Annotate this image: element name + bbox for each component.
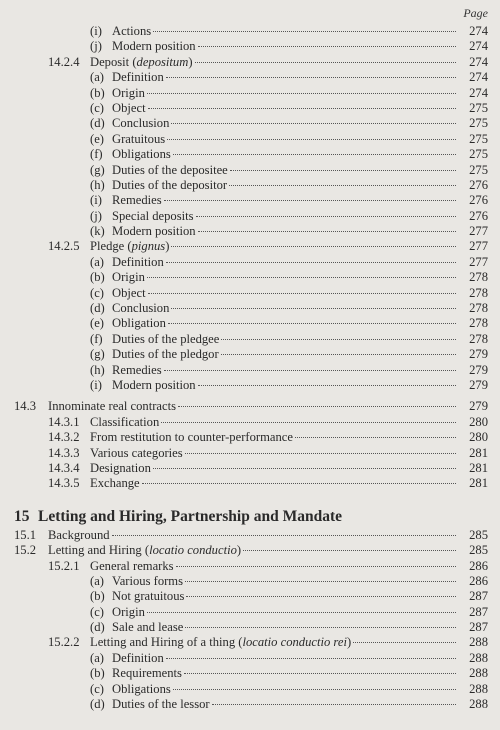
toc-entry[interactable] (0, 24, 500, 39)
entry-title: Pledge (pignus) (90, 239, 170, 254)
entry-title: Origin (112, 85, 145, 100)
entry-title: Innominate real contracts (48, 399, 176, 414)
page-number: 288 (469, 666, 488, 681)
entry-title: Letting and Hiring of a thing (locatio conductio rei) (90, 635, 352, 650)
toc-entry[interactable] (0, 101, 500, 116)
entry-number: (c) (90, 681, 104, 696)
page-number: 281 (469, 445, 488, 460)
toc-entry[interactable] (0, 682, 500, 697)
chapter-heading (0, 506, 500, 528)
toc-entry[interactable] (0, 332, 500, 347)
page-number: 287 (469, 620, 488, 635)
page-number: 286 (469, 558, 488, 573)
entry-title: Special deposits (112, 208, 194, 223)
dot-leader (198, 385, 456, 386)
entry-title: Origin (112, 604, 145, 619)
page-number: 280 (469, 414, 488, 429)
entry-title: Definition (112, 650, 164, 665)
entry-number: 14.2.5 (48, 239, 80, 254)
dot-leader (112, 535, 456, 536)
toc-entry[interactable] (0, 543, 500, 558)
dot-leader (171, 246, 456, 247)
toc-entry[interactable] (0, 163, 500, 178)
entry-title: Letting and Hiring (locatio conductio) (48, 543, 242, 558)
dot-leader (353, 642, 456, 643)
page-column-label: Page (463, 6, 488, 20)
page-number: 274 (469, 70, 488, 85)
toc-entry[interactable] (0, 116, 500, 131)
entry-title: Background (48, 527, 110, 542)
toc-entry[interactable] (0, 651, 500, 666)
chapter-number: 15 (14, 507, 30, 525)
dot-leader (147, 93, 456, 94)
entry-number: (a) (90, 573, 104, 588)
toc-entry[interactable] (0, 697, 500, 712)
entry-title: Duties of the pledgor (112, 347, 219, 362)
page-number: 275 (469, 162, 488, 177)
toc-entry[interactable] (0, 209, 500, 224)
entry-number: (b) (90, 270, 105, 285)
dot-leader (168, 323, 456, 324)
toc-entry[interactable] (0, 589, 500, 604)
toc-block-innominate (0, 399, 500, 491)
entry-title: Modern position (112, 224, 196, 239)
entry-number: (g) (90, 162, 105, 177)
toc-entry[interactable] (0, 270, 500, 285)
dot-leader (147, 612, 456, 613)
dot-leader (185, 453, 456, 454)
page-number: 274 (469, 24, 488, 38)
dot-leader (166, 77, 456, 78)
toc-entry[interactable] (0, 363, 500, 378)
toc-entry[interactable] (0, 476, 500, 491)
entry-number: (d) (90, 697, 105, 712)
toc-block-deposit-pledge (0, 24, 500, 393)
entry-title: Gratuitous (112, 131, 166, 146)
toc-entry[interactable] (0, 239, 500, 254)
page-number: 279 (469, 377, 488, 392)
chapter-title: Letting and Hiring, Partnership and Mandate (38, 507, 342, 525)
dot-leader (230, 170, 456, 171)
dot-leader (184, 673, 456, 674)
page-number: 279 (469, 362, 488, 377)
entry-number: 14.3.1 (48, 414, 80, 429)
entry-number: (c) (90, 100, 104, 115)
entry-number: (j) (90, 208, 102, 223)
toc-entry[interactable] (0, 147, 500, 162)
entry-title: Conclusion (112, 301, 170, 316)
dot-leader (161, 422, 456, 423)
toc-entry[interactable] (0, 415, 500, 430)
toc-entry[interactable] (0, 316, 500, 331)
dot-leader (171, 123, 456, 124)
toc-entry[interactable] (0, 446, 500, 461)
page-number: 274 (469, 39, 488, 54)
dot-leader (147, 277, 456, 278)
entry-number: (j) (90, 39, 102, 54)
dot-leader (164, 370, 456, 371)
dot-leader (176, 566, 456, 567)
dot-leader (173, 154, 456, 155)
entry-number: (i) (90, 193, 102, 208)
toc-entry[interactable] (0, 301, 500, 316)
dot-leader (166, 658, 456, 659)
entry-title: Definition (112, 254, 164, 269)
entry-number: (c) (90, 604, 104, 619)
page-number: 275 (469, 116, 488, 131)
page-number: 277 (469, 239, 488, 254)
entry-title: Origin (112, 270, 145, 285)
toc-entry[interactable] (0, 255, 500, 270)
page-number: 279 (469, 399, 488, 414)
page-number: 287 (469, 589, 488, 604)
entry-title: Obligations (112, 681, 171, 696)
entry-number: (f) (90, 331, 103, 346)
page-number: 278 (469, 331, 488, 346)
entry-number: 14.3.4 (48, 460, 80, 475)
dot-leader (195, 62, 456, 63)
entry-number: 15.2.1 (48, 558, 80, 573)
toc-entry[interactable] (0, 224, 500, 239)
page-number: 275 (469, 100, 488, 115)
toc-entry[interactable] (0, 178, 500, 193)
entry-title: Not gratuitous (112, 589, 185, 604)
page-number: 280 (469, 430, 488, 445)
entry-title: Obligations (112, 147, 171, 162)
dot-leader (186, 596, 456, 597)
entry-number: (f) (90, 147, 103, 162)
entry-title: Deposit (depositum) (90, 54, 193, 69)
entry-number: (d) (90, 116, 105, 131)
toc-entry[interactable] (0, 635, 500, 650)
page-number: 274 (469, 85, 488, 100)
entry-number: (i) (90, 377, 102, 392)
page-number: 281 (469, 476, 488, 491)
toc-entry[interactable] (0, 193, 500, 208)
toc-entry[interactable] (0, 461, 500, 476)
entry-number: 15.1 (14, 527, 37, 542)
dot-leader (167, 139, 456, 140)
page-number: 285 (469, 543, 488, 558)
page-number: 278 (469, 316, 488, 331)
page-number: 278 (469, 285, 488, 300)
dot-leader (148, 293, 456, 294)
dot-leader (212, 704, 456, 705)
toc-entry[interactable] (0, 86, 500, 101)
entry-title: Various forms (112, 573, 184, 588)
dot-leader (198, 231, 456, 232)
dot-leader (196, 216, 457, 217)
entry-number: (h) (90, 177, 105, 192)
page-number: 279 (469, 347, 488, 362)
dot-leader (173, 689, 456, 690)
page-number: 277 (469, 224, 488, 239)
entry-number: 15.2 (14, 543, 37, 558)
page-number: 276 (469, 193, 488, 208)
entry-number: 14.3.2 (48, 430, 80, 445)
toc-entry[interactable] (0, 39, 500, 54)
page-number: 288 (469, 650, 488, 665)
toc-entry[interactable] (0, 347, 500, 362)
dot-leader (185, 581, 456, 582)
toc-entry[interactable] (0, 70, 500, 85)
toc-entry[interactable] (0, 605, 500, 620)
page-number: 288 (469, 697, 488, 712)
toc-entry[interactable] (0, 132, 500, 147)
dot-leader (164, 200, 456, 201)
entry-title: Designation (90, 460, 151, 475)
page-number: 278 (469, 301, 488, 316)
page-number: 277 (469, 254, 488, 269)
entry-number: 14.3.5 (48, 476, 80, 491)
entry-number: (e) (90, 131, 104, 146)
page-number: 274 (469, 54, 488, 69)
page-number: 288 (469, 635, 488, 650)
toc-entry[interactable] (0, 430, 500, 445)
entry-title: Exchange (90, 476, 140, 491)
entry-number: (g) (90, 347, 105, 362)
toc-entry[interactable] (0, 378, 500, 393)
entry-title: Object (112, 285, 146, 300)
dot-leader (295, 437, 456, 438)
toc-entry[interactable] (0, 528, 500, 543)
entry-title: Modern position (112, 39, 196, 54)
entry-number: (k) (90, 224, 105, 239)
page-number: 275 (469, 131, 488, 146)
toc-entry[interactable] (0, 559, 500, 574)
entry-title: Modern position (112, 377, 196, 392)
entry-title: Sale and lease (112, 620, 184, 635)
entry-title: Duties of the depositee (112, 162, 228, 177)
entry-title: Remedies (112, 193, 162, 208)
page-number: 285 (469, 527, 488, 542)
entry-title: Definition (112, 70, 164, 85)
dot-leader (221, 354, 456, 355)
page-number: 286 (469, 573, 488, 588)
entry-title: Conclusion (112, 116, 170, 131)
entry-number: (e) (90, 316, 104, 331)
entry-number: (b) (90, 589, 105, 604)
toc-entry[interactable] (0, 286, 500, 301)
entry-number: 15.2.2 (48, 635, 80, 650)
toc-entry[interactable] (0, 666, 500, 681)
entry-title: Obligation (112, 316, 166, 331)
entry-title: Classification (90, 414, 160, 429)
dot-leader (142, 483, 456, 484)
toc-entry[interactable] (0, 620, 500, 635)
entry-number: (b) (90, 85, 105, 100)
dot-leader (198, 46, 456, 47)
page-number: 288 (469, 681, 488, 696)
dot-leader (221, 339, 456, 340)
entry-title: Object (112, 100, 146, 115)
entry-title: Requirements (112, 666, 182, 681)
page-number: 287 (469, 604, 488, 619)
dot-leader (148, 108, 456, 109)
table-of-contents (0, 24, 500, 712)
entry-number: (d) (90, 620, 105, 635)
entry-number: (b) (90, 666, 105, 681)
page-number: 276 (469, 208, 488, 223)
toc-block-letting-hiring (0, 528, 500, 713)
entry-title: Duties of the pledgee (112, 331, 220, 346)
entry-number: (c) (90, 285, 104, 300)
entry-title: Various categories (90, 445, 183, 460)
entry-number: (a) (90, 70, 104, 85)
page-number: 275 (469, 147, 488, 162)
entry-number: (a) (90, 254, 104, 269)
dot-leader (185, 627, 456, 628)
dot-leader (178, 406, 456, 407)
entry-title: From restitution to counter-performance (90, 430, 293, 445)
entry-number: 14.3 (14, 399, 37, 414)
entry-number: (h) (90, 362, 105, 377)
dot-leader (243, 550, 456, 551)
dot-leader (171, 308, 456, 309)
toc-entry[interactable] (0, 574, 500, 589)
page-number: 278 (469, 270, 488, 285)
entry-number: 14.3.3 (48, 445, 80, 460)
entry-title: Remedies (112, 362, 162, 377)
entry-number: (i) (90, 24, 102, 38)
entry-number: 14.2.4 (48, 54, 80, 69)
dot-leader (166, 262, 456, 263)
dot-leader (229, 185, 456, 186)
entry-title: General remarks (90, 558, 174, 573)
entry-title: Duties of the lessor (112, 697, 210, 712)
page-number: 276 (469, 177, 488, 192)
entry-title: Actions (112, 24, 152, 38)
entry-number: (a) (90, 650, 104, 665)
entry-number: (d) (90, 301, 105, 316)
dot-leader (153, 31, 456, 32)
toc-entry[interactable] (0, 399, 500, 414)
page-number: 281 (469, 460, 488, 475)
dot-leader (153, 468, 456, 469)
toc-entry[interactable] (0, 55, 500, 70)
entry-title: Duties of the depositor (112, 177, 228, 192)
